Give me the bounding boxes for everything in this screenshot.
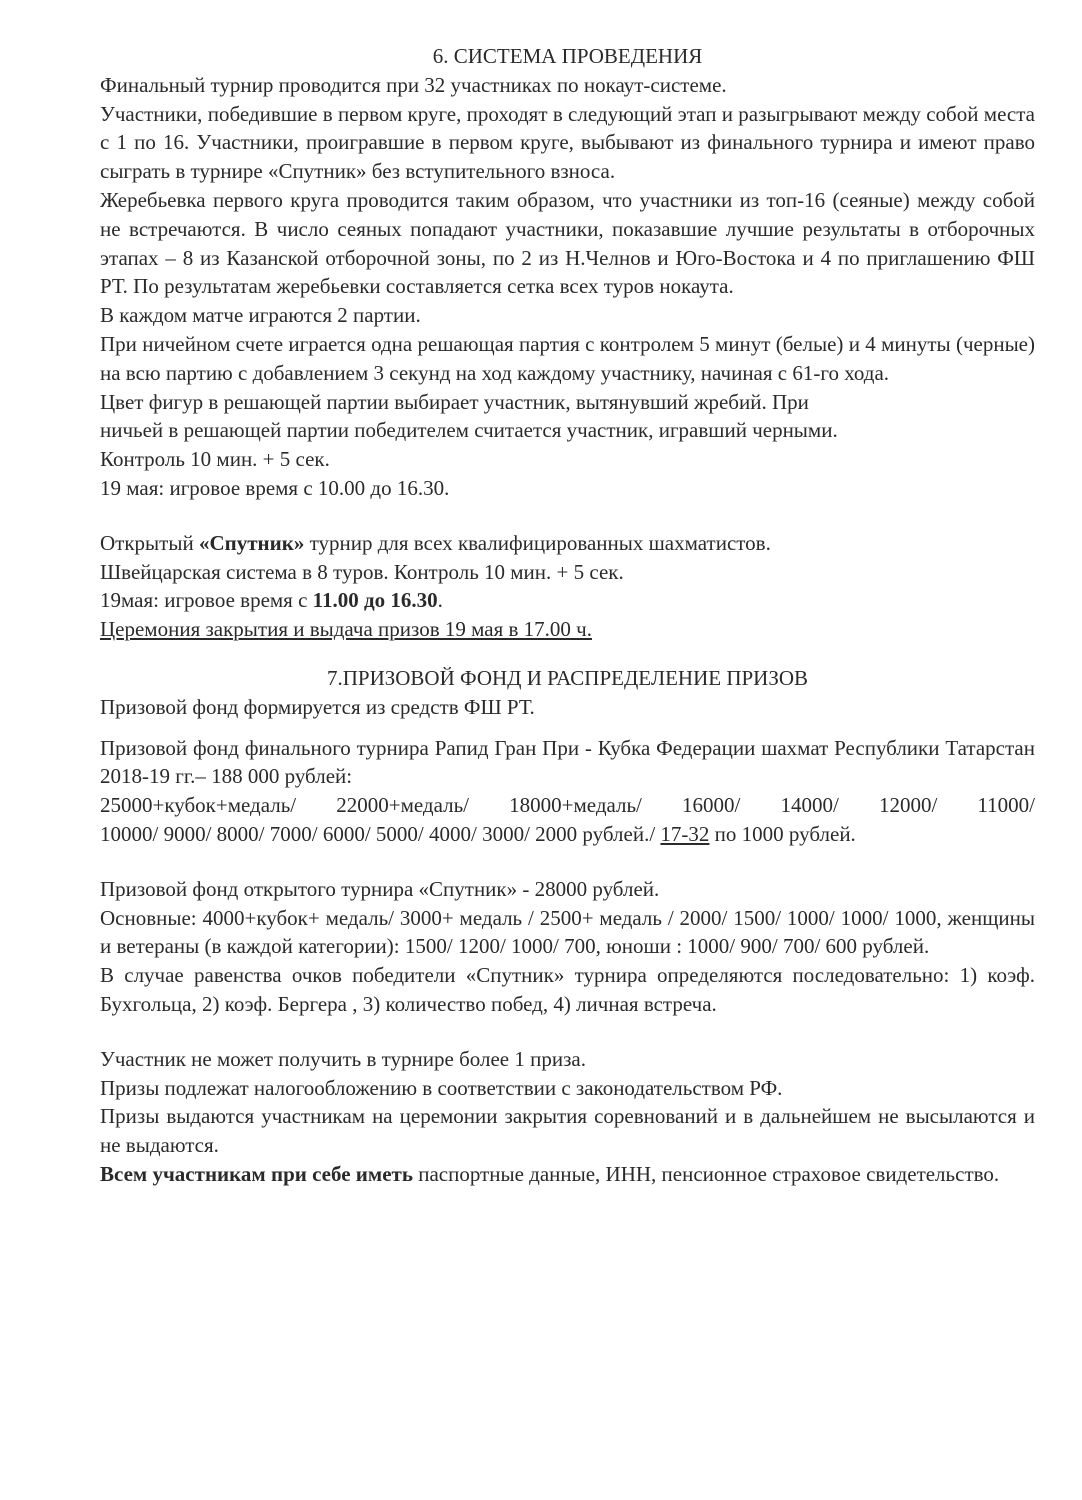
closing-ceremony-text: Церемония закрытия и выдача призов 19 мая в 17.00 ч. bbox=[100, 617, 592, 642]
participants-requirement-rest: паспортные данные, ИНН, пенсионное страховое свидетельство. bbox=[412, 1161, 1000, 1186]
section-6-paragraph-6-line-2: ничьей в решающей партии победителем считается участник, игравший черными. bbox=[100, 418, 838, 443]
section-7-heading: 7.ПРИЗОВОЙ ФОНД И РАСПРЕДЕЛЕНИЕ ПРИЗОВ bbox=[326, 665, 809, 690]
section-6-paragraph-5: При ничейном счете играется одна решающая партия с контролем 5 минут (белые) и 4 минуты (черные) на всю партию с добавлением 3 секунд на ход каждому участнику, начиная с 61-го хода. bbox=[100, 331, 1035, 385]
section-7-paragraph-2: Призовой фонд финального турнира Рапид Гран При - Кубка Федерации шахмат Республики Татарстан 2018-19 гг.– 188 000 рублей: bbox=[100, 735, 1035, 789]
prize-list-end: по 1000 рублей. bbox=[709, 821, 856, 846]
section-7-paragraph-5: Основные: 4000+кубок+ медаль/ 3000+ медаль / 2500+ медаль / 2000/ 1500/ 1000/ 1000/ 1000, женщины и ветераны (в каждой категории): 1500/ 1200/ 1000/ 700, юноши : 1000/ 900/ 700/ 600 рублей. bbox=[100, 905, 1035, 959]
open-tournament-intro: Открытый bbox=[100, 530, 199, 555]
spacer bbox=[100, 722, 1035, 734]
time-intro: 19мая: игровое время с bbox=[100, 588, 313, 613]
spacer bbox=[100, 644, 1035, 664]
section-7-paragraph-4: Призовой фонд открытого турнира «Спутник» - 28000 рублей. bbox=[100, 876, 660, 901]
open-tournament-time-line bbox=[100, 586, 1035, 615]
spacer bbox=[100, 1019, 1035, 1045]
section-7-paragraph-9: Призы выдаются участникам на церемонии закрытия соревнований и в дальнейшем не высылаются и не выдаются. bbox=[100, 1104, 1035, 1158]
closing-ceremony-line bbox=[100, 615, 1035, 644]
section-6-paragraph-6-line-1: Цвет фигур в решающей партии выбирает участник, вытянувший жребий. При bbox=[100, 389, 809, 414]
section-7-paragraph-1: Призовой фонд формируется из средств ФШ РТ. bbox=[100, 694, 535, 719]
open-tournament-rest: турнир для всех квалифицированных шахматистов. bbox=[304, 530, 771, 555]
section-7-paragraph-7: Участник не может получить в турнире более 1 приза. bbox=[100, 1046, 586, 1071]
section-6-paragraph-3: Жеребьевка первого круга проводится таким образом, что участники из топ-16 (сеяные) между собой не встречаются. В число сеяных попадают участники, показавшие лучшие результаты в отборочных этапах – 8 из Казанской отборочной зоны, по 2 из Н.Челнов и Юго-Востока и 4 по приглашению ФШ РТ. По результатам жеребьевки составляется сетка всех туров нокаута. bbox=[100, 187, 1035, 299]
participants-requirement-bold: Всем участникам при себе иметь bbox=[100, 1161, 413, 1186]
prize-places-range: 17-32 bbox=[660, 821, 710, 846]
section-7-paragraph-8: Призы подлежат налогообложению в соответствии с законодательством РФ. bbox=[100, 1075, 783, 1100]
prize-list-text: 10000/ 9000/ 8000/ 7000/ 6000/ 5000/ 4000/ 3000/ 2000 рублей./ bbox=[100, 821, 661, 846]
section-7-prize-list-line-1: 25000+кубок+медаль/ 22000+медаль/ 18000+медаль/ 16000/ 14000/ 12000/ 11000/ bbox=[100, 793, 1035, 818]
section-6-paragraph-8: 19 мая: игровое время с 10.00 до 16.30. bbox=[100, 475, 450, 500]
section-6-paragraph-1: Финальный турнир проводится при 32 участниках по нокаут-системе. bbox=[100, 72, 727, 97]
section-6-paragraph-7: Контроль 10 мин. + 5 сек. bbox=[100, 447, 330, 472]
section-7-prize-list-line-2 bbox=[100, 820, 1035, 849]
open-tournament-name: «Спутник» bbox=[198, 530, 305, 555]
time-bold: 11.00 до 16.30 bbox=[312, 588, 438, 613]
spacer bbox=[100, 849, 1035, 875]
swiss-system-line: Швейцарская система в 8 туров. Контроль 10 мин. + 5 сек. bbox=[100, 559, 624, 584]
time-end: . bbox=[437, 588, 443, 613]
open-tournament-line bbox=[100, 529, 1035, 558]
section-7-paragraph-6: В случае равенства очков победители «Спутник» турнира определяются последовательно: 1) коэф. Бухгольца, 2) коэф. Бергера , 3) количество побед, 4) личная встреча. bbox=[100, 963, 1035, 1016]
spacer bbox=[100, 503, 1035, 529]
section-6-heading: 6. СИСТЕМА ПРОВЕДЕНИЯ bbox=[432, 44, 703, 68]
section-6-paragraph-2: Участники, победившие в первом круге, проходят в следующий этап и разыгрывают между собой места с 1 по 16. Участники, проигравшие в первом круге, выбывают из финального турнира и имеют право сыграть в турнире «Спутник» без вступительного взноса. bbox=[100, 101, 1035, 184]
section-6-paragraph-4: В каждом матче играются 2 партии. bbox=[100, 303, 421, 328]
section-7-paragraph-10 bbox=[100, 1160, 1035, 1189]
document-page bbox=[100, 42, 1035, 1189]
